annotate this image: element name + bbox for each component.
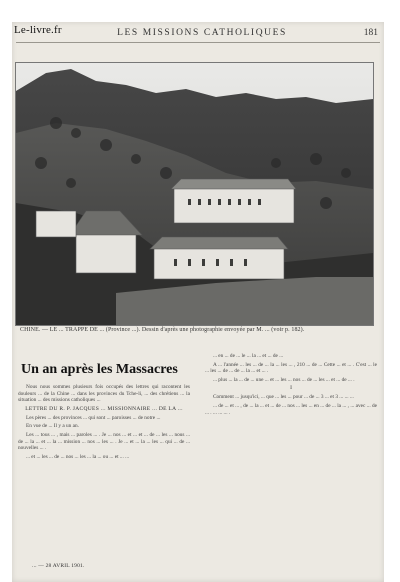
left-paragraph: Les ... tous ... , mais ... paroles ... . Je ... nos ... et ... et ... de ... les ... nous ... de ... la ... et ... la ... mission ... nos ... les ... . Je ... et ... la ... les ... qui ... de ... nouvelles ... . bbox=[18, 431, 190, 452]
photo-caption: CHINE. — LE ... TRAPPE DE ... (Province ...). Dessin d'après une photographie envoyée par M. ... (voir p. 182). bbox=[20, 327, 305, 333]
article-title: Un an après les Massacres bbox=[21, 362, 178, 377]
mission-photograph bbox=[15, 62, 374, 326]
right-paragraph: A ... l'année ... les ... de ... la ... les ... , 210 ... de ... Cette ... et ... . C'est ... le ... les ... de ... de ... la ... et ... . bbox=[205, 361, 377, 375]
left-paragraph: En vue de ... Il y a un an. bbox=[26, 423, 79, 430]
letter-date: ... — 28 AVRIL 1901. bbox=[32, 563, 85, 569]
right-paragraph: ... plus ... la ... de ... une ... et ... les ... nos ... de ... les ... et ... de ... . bbox=[213, 376, 355, 383]
header-rule bbox=[16, 42, 380, 43]
page-number: 181 bbox=[363, 28, 378, 38]
left-column bbox=[18, 384, 190, 462]
right-paragraph: Comment ... jusqu'ici, ... que ... les ... pour ... de ... 3 ... et 3 ... ... ... bbox=[213, 394, 354, 401]
running-header bbox=[12, 28, 384, 42]
right-paragraph: ... de ... et ... , de ... la ... et ... de ... nos ... les ... en ... de ... la ... , ... avec ... de ... . ... ... ... . bbox=[205, 402, 377, 416]
right-paragraph: ... en ... de ... le ... la ... et ... de ... bbox=[213, 353, 284, 359]
journal-page bbox=[12, 22, 384, 582]
running-title: LES MISSIONS CATHOLIQUES bbox=[117, 28, 287, 38]
brand-watermark: Le-livre.fr bbox=[14, 24, 62, 36]
left-paragraph: ... et ... les ... de ... nos ... les ... la ... ou ... et ... ... bbox=[26, 453, 130, 460]
letter-subhead: LETTRE DU R. P. JACQUES ... MISSIONNAIRE ... DE LA ... bbox=[25, 405, 183, 412]
right-column bbox=[205, 353, 377, 418]
left-paragraph: Nous nous sommes plusieurs fois occupés des lettres qui racontent les douleurs ... de la Chine ... dans les provinces du Tche-li, ... des chrétiens ... la situation ... des missions catholiques ... bbox=[18, 384, 190, 404]
landscape-engraving bbox=[16, 63, 373, 325]
left-paragraph: Les pères ... des provinces ... qui sont ... paroisses ... de notre ... bbox=[26, 414, 161, 421]
section-number: I bbox=[290, 385, 292, 392]
